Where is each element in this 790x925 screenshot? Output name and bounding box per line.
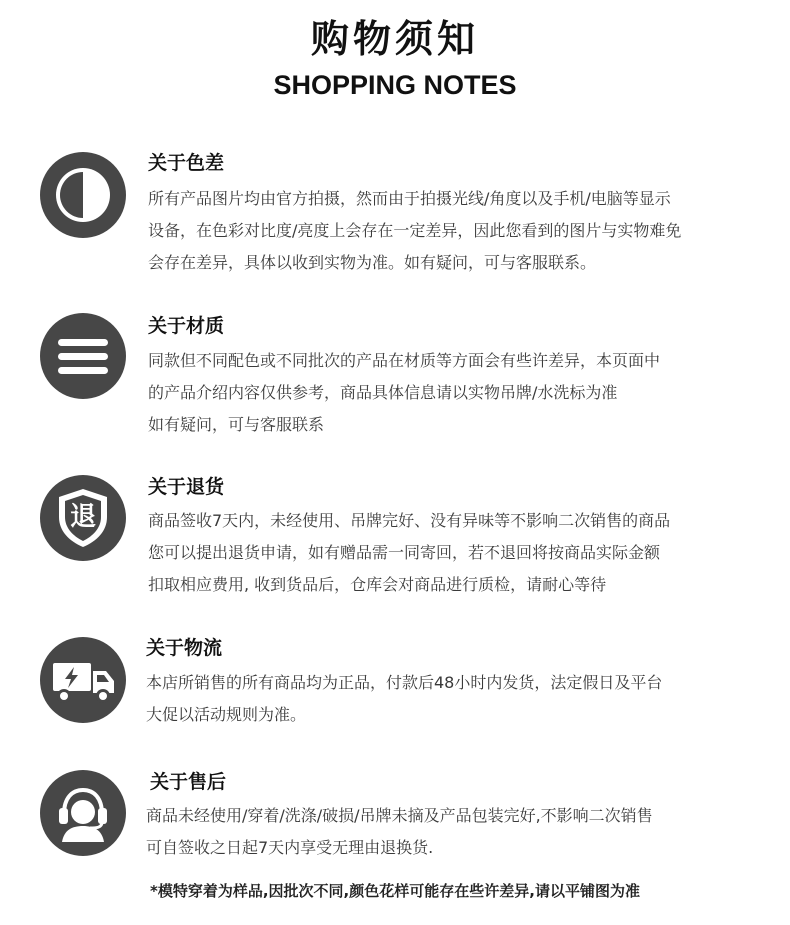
section-text-line: 所有产品图片均由官方拍摄，然而由于拍摄光线/角度以及手机/电脑等显示	[148, 189, 671, 208]
return-icon-glyph: 退	[69, 502, 96, 532]
contrast-icon	[40, 152, 126, 238]
section-text-line: 商品签收7天内，未经使用、吊牌完好、没有异味等不影响二次销售的商品	[148, 511, 671, 530]
footnote: *模特穿着为样品,因批次不同,颜色花样可能存在些许差异,请以平铺图为准	[150, 882, 640, 900]
section-text-line: 会存在差异，具体以收到实物为准。如有疑问，可与客服联系。	[148, 253, 597, 272]
menu-lines-icon	[40, 313, 126, 399]
section-title: 关于退货	[148, 476, 225, 498]
section-title: 关于色差	[148, 152, 225, 174]
section-text-line: 的产品介绍内容仅供参考，商品具体信息请以实物吊牌/水洗标为准	[148, 383, 618, 402]
page-title: 购物须知	[310, 17, 479, 61]
section-text-line: 大促以活动规则为准。	[146, 705, 307, 724]
section-text-line: 设备，在色彩对比度/亮度上会存在一定差异，因此您看到的图片与实物难免	[148, 221, 682, 240]
section-title: 关于售后	[150, 771, 227, 793]
delivery-truck-icon	[40, 637, 126, 723]
page-subtitle: SHOPPING NOTES	[273, 70, 517, 100]
section-text-line: 本店所销售的所有商品均为正品，付款后48小时内发货，法定假日及平台	[146, 673, 663, 692]
section-text-line: 扣取相应费用, 收到货品后，仓库会对商品进行质检，请耐心等待	[148, 575, 607, 594]
section-text-line: 商品未经使用/穿着/洗涤/破损/吊牌未摘及产品包装完好,不影响二次销售	[146, 806, 653, 825]
section-title: 关于物流	[146, 637, 223, 659]
return-shield-icon	[40, 475, 126, 561]
section-text-line: 您可以提出退货申请，如有赠品需一同寄回，若不退回将按商品实际金额	[148, 543, 661, 562]
section-text-line: 如有疑问，可与客服联系	[148, 415, 325, 434]
customer-service-icon	[40, 770, 126, 856]
section-text-line: 同款但不同配色或不同批次的产品在材质等方面会有些许差异，本页面中	[148, 351, 661, 370]
section-text-line: 可自签收之日起7天内享受无理由退换货.	[146, 838, 434, 857]
section-title: 关于材质	[148, 315, 225, 337]
